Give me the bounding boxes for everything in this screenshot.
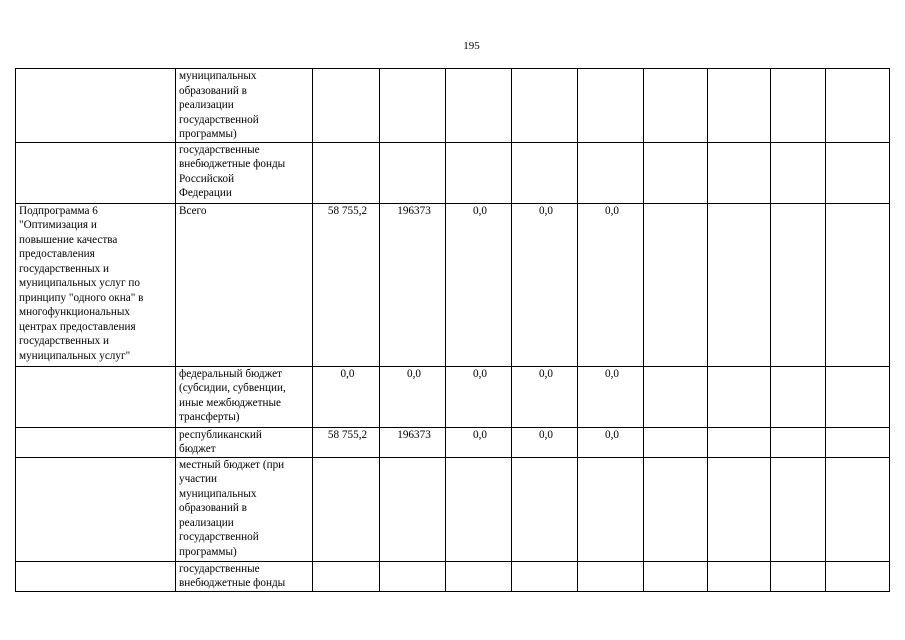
value-cell xyxy=(578,142,644,203)
value-cell xyxy=(708,561,771,591)
value-cell xyxy=(380,561,446,591)
value-cell xyxy=(512,69,578,143)
program-name-cell xyxy=(16,457,176,561)
funding-source-cell: Всего xyxy=(176,203,313,366)
funding-source-cell: республиканский бюджет xyxy=(176,427,313,457)
table-row xyxy=(16,142,890,203)
value-cell: 58 755,2 xyxy=(313,427,380,457)
value-cell: 0,0 xyxy=(512,203,578,366)
program-name-cell xyxy=(16,561,176,591)
value-cell xyxy=(771,69,826,143)
value-cell xyxy=(708,142,771,203)
program-name-cell xyxy=(16,427,176,457)
value-cell xyxy=(644,69,708,143)
value-cell xyxy=(771,203,826,366)
funding-source-cell: местный бюджет (при участии муниципальных образований в реализации государственной программы) xyxy=(176,457,313,561)
value-cell xyxy=(826,427,890,457)
value-cell xyxy=(708,457,771,561)
value-cell xyxy=(708,203,771,366)
value-cell: 196373 xyxy=(380,427,446,457)
value-cell xyxy=(380,142,446,203)
value-cell xyxy=(313,69,380,143)
value-cell: 0,0 xyxy=(446,427,512,457)
value-cell xyxy=(644,457,708,561)
value-cell xyxy=(446,69,512,143)
value-cell: 0,0 xyxy=(578,427,644,457)
budget-table xyxy=(15,68,890,592)
value-cell xyxy=(578,69,644,143)
program-name-cell: Подпрограмма 6 "Оптимизация и повышение качества предоставления государственных и муниципальных услуг по принципу "одного окна" в многофункциональных центрах предоставления государственных и муниципальных услуг" xyxy=(16,203,176,366)
value-cell xyxy=(644,427,708,457)
value-cell xyxy=(826,69,890,143)
value-cell: 0,0 xyxy=(313,366,380,427)
value-cell xyxy=(708,366,771,427)
funding-source-cell: государственные внебюджетные фонды Российской Федерации xyxy=(176,142,313,203)
value-cell xyxy=(512,457,578,561)
value-cell xyxy=(446,457,512,561)
funding-source-cell: муниципальных образований в реализации государственной программы) xyxy=(176,69,313,143)
value-cell xyxy=(771,457,826,561)
value-cell xyxy=(313,561,380,591)
value-cell xyxy=(708,69,771,143)
value-cell xyxy=(644,366,708,427)
table-row xyxy=(16,69,890,143)
program-name-cell xyxy=(16,69,176,143)
table-row xyxy=(16,203,890,366)
value-cell: 196373 xyxy=(380,203,446,366)
value-cell xyxy=(644,203,708,366)
value-cell xyxy=(446,142,512,203)
value-cell xyxy=(380,69,446,143)
value-cell xyxy=(578,457,644,561)
page-number: 195 xyxy=(463,40,480,52)
program-name-cell xyxy=(16,142,176,203)
funding-source-cell: государственные внебюджетные фонды xyxy=(176,561,313,591)
value-cell xyxy=(826,203,890,366)
value-cell: 58 755,2 xyxy=(313,203,380,366)
program-name-cell xyxy=(16,366,176,427)
value-cell xyxy=(644,142,708,203)
value-cell xyxy=(313,142,380,203)
value-cell xyxy=(512,142,578,203)
value-cell xyxy=(380,457,446,561)
value-cell xyxy=(826,457,890,561)
value-cell xyxy=(708,427,771,457)
table-row xyxy=(16,561,890,591)
funding-source-cell: федеральный бюджет (субсидии, субвенции, иные межбюджетные трансферты) xyxy=(176,366,313,427)
value-cell: 0,0 xyxy=(446,203,512,366)
value-cell xyxy=(771,366,826,427)
value-cell: 0,0 xyxy=(578,203,644,366)
value-cell xyxy=(512,561,578,591)
value-cell: 0,0 xyxy=(446,366,512,427)
value-cell xyxy=(313,457,380,561)
value-cell xyxy=(578,561,644,591)
value-cell: 0,0 xyxy=(380,366,446,427)
table-row xyxy=(16,366,890,427)
value-cell xyxy=(826,142,890,203)
value-cell xyxy=(826,561,890,591)
table-row xyxy=(16,427,890,457)
value-cell: 0,0 xyxy=(578,366,644,427)
value-cell xyxy=(644,561,708,591)
value-cell xyxy=(771,427,826,457)
table-row xyxy=(16,457,890,561)
value-cell: 0,0 xyxy=(512,366,578,427)
value-cell xyxy=(826,366,890,427)
value-cell xyxy=(771,561,826,591)
value-cell: 0,0 xyxy=(512,427,578,457)
value-cell xyxy=(446,561,512,591)
value-cell xyxy=(771,142,826,203)
